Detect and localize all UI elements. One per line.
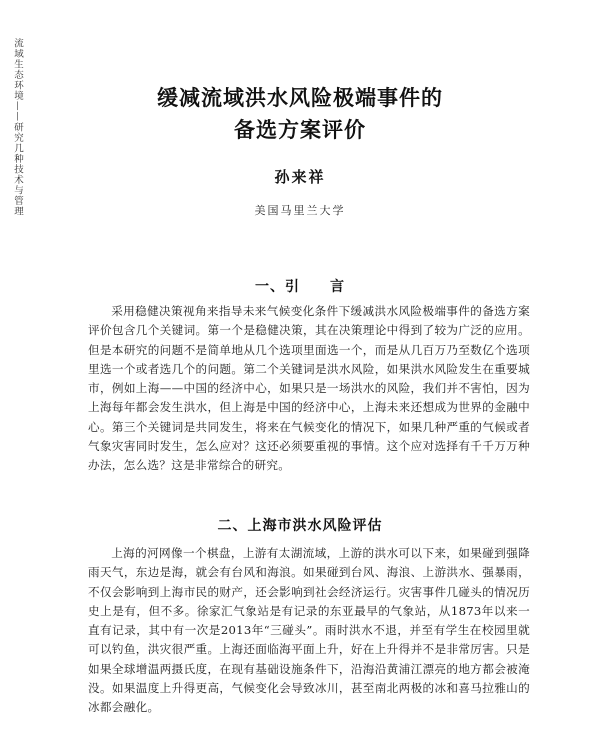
- section-heading-introduction: 一、引 言: [255, 279, 345, 295]
- paragraph-introduction: 采用稳健决策视角来指导未来气候变化条件下缓减洪水风险极端事件的备选方案评价包含几个关键词。第一个是稳健决策，其在决策理论中得到了较为广泛的应用。但是本研究的问题不是简单地从几个选项里面选一个，而是从几百万乃至数亿个选项里选一个或者选几个的问题。第二个关键词是洪水风险，如果洪水风险发生在重要城市，例如上海——中国的经济中心，如果只是一场洪水的风险，我们并不害怕，因为上海每年都会发生洪水，但上海是中国的经济中心，上海未来还想成为世界的金融中心。第三个关键词是共同发生，将来在气候变化的情况下，如果几种严重的气候或者气象灾害同时发生，怎么应对？这还必须要重视的事情。这个应对选择有千千万万种办法，怎么选？这是非常综合的研究。: [88, 304, 530, 473]
- running-header-journal: 流域生态环境: [12, 38, 23, 101]
- running-header-topic: 研究几种技术与管理: [12, 122, 23, 217]
- article-title: [0, 82, 600, 146]
- running-header-separator: ——: [12, 101, 23, 122]
- title-line-1: 缓减流域洪水风险极端事件的: [157, 86, 443, 110]
- section-heading-shanghai-flood-risk: 二、上海市洪水风险评估: [217, 518, 383, 534]
- author-affiliation: 美国马里兰大学: [254, 204, 346, 217]
- paragraph-shanghai-flood-risk: 上海的河网像一个棋盘，上游有太湖流域，上游的洪水可以下来，如果碰到强降雨天气，东边是海，就会有台风和海浪。如果碰到台风、海浪、上游洪水、强暴雨，不仅会影响到上海市民的财产，还会影响到社会经济运行。灾害事件几碰头的情况历史上是有，但不多。徐家汇气象站是有记录的东亚最早的气象站，从1873年以来一直有记录，其中有一次是2013年“三碰头”。雨时洪水不退，并至有学生在校园里就可以钓鱼，洪灾很严重。上海还面临海平面上升，好在上升得并不是非常厉害。只是如果全球增温两摄氏度，在现有基础设施条件下，沿海沿黄浦江漂亮的地方都会被淹没。如果温度上升得更高，气候变化会导致冰川，甚至南北两极的冰和喜马拉雅山的冰都会融化。: [88, 546, 530, 715]
- title-line-2: 备选方案评价: [234, 118, 366, 142]
- author-name: 孙来祥: [274, 168, 326, 186]
